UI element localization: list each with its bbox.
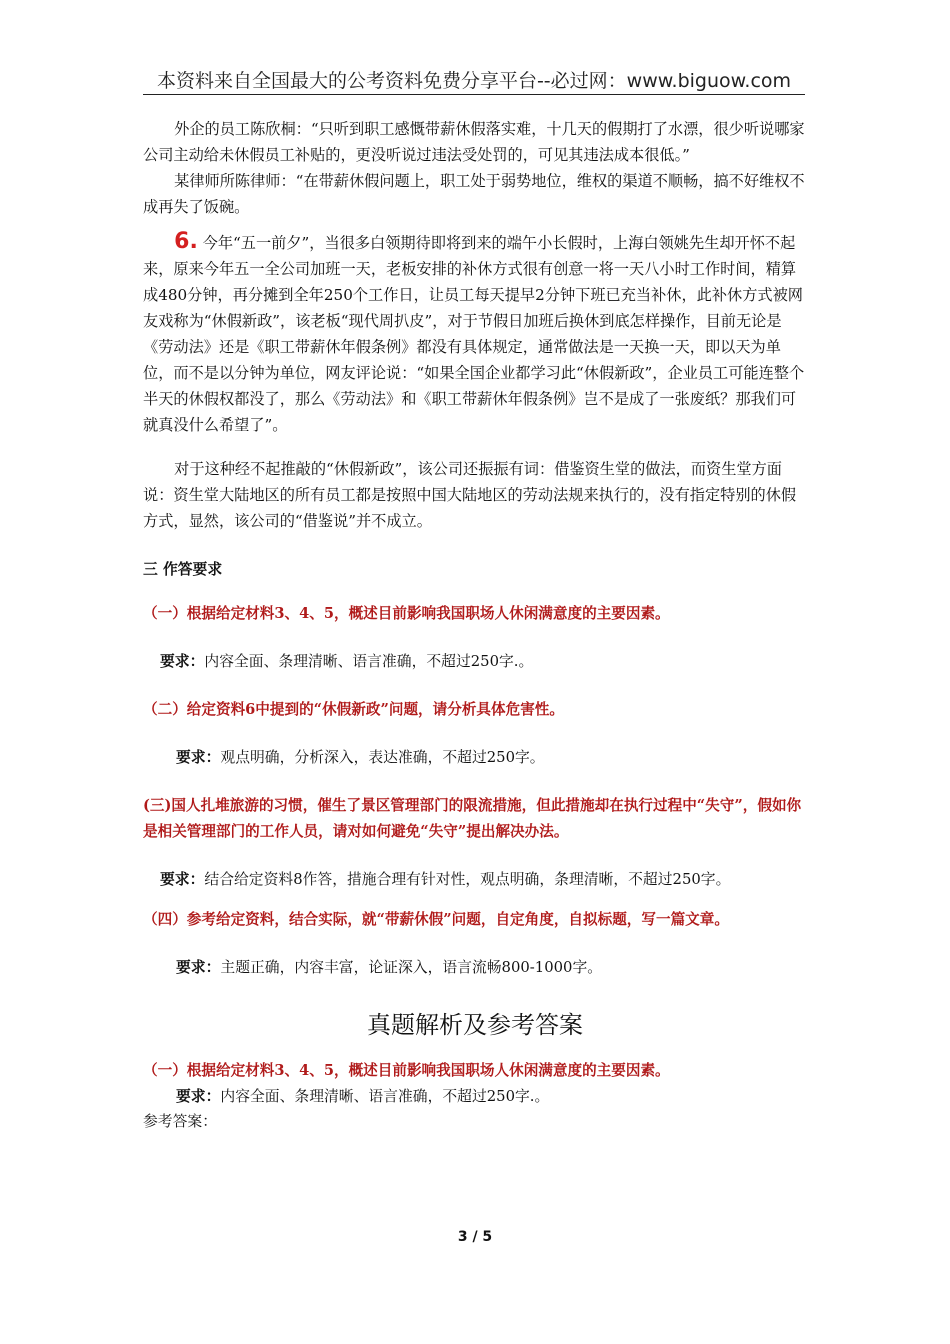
answer-requirement [143, 1084, 807, 1109]
section-heading: 三 作答要求 [143, 561, 223, 578]
req-text: 内容全面、条理清晰、语言准确，不超过250字.。 [220, 1088, 550, 1105]
req-label: 要求： [160, 871, 205, 888]
question-2: （二）给定资料6中提到的“休假新政”问题，请分析具体危害性。 [143, 701, 564, 718]
material-number: 6. [174, 229, 198, 254]
material-6-paragraph-2: 对于这种经不起推敲的“休假新政”，该公司还振振有词：借鉴资生堂的做法，而资生堂方面说：资生堂大陆地区的所有员工都是按照中国大陆地区的劳动法规来执行的，没有指定特别的休假方式，显然，该公司的“借鉴说”并不成立。 [143, 460, 797, 530]
answers-title: 真题解析及参考答案 [367, 1011, 583, 1039]
requirement-3 [143, 867, 807, 893]
page-number: 3 / 5 [457, 1229, 493, 1245]
requirement-2 [143, 745, 807, 771]
material-6-paragraph [143, 229, 807, 438]
question-4: （四）参考给定资料，结合实际，就“带薪休假”问题，自定角度，自拟标题，写一篇文章。 [143, 911, 729, 928]
quote-lawyer: 某律师所陈律师：“在带薪休假问题上，职工处于弱势地位，维权的渠道不顺畅，搞不好维权不成再失了饭碗。 [143, 172, 805, 216]
material-6-text: 今年“五一前夕”，当很多白领期待即将到来的端午小长假时，上海白领姚先生却开怀不起来，原来今年五一全公司加班一天，老板安排的补休方式很有创意一将一天八小时工作时间，精算成480分钟，再分摊到全年250个工作日，让员工每天提早2分钟下班已充当补休，此补休方式被网友戏称为“休假新政”，该老板“现代周扒皮”，对于节假日加班后换休到底怎样操作，目前无论是《劳动法》还是《职工带薪休年假条例》都没有具体规定，通常做法是一天换一天，即以天为单位，而不是以分钟为单位，网友评论说：“如果全国企业都学习此“休假新政”，企业员工可能连整个半天的休假权都没了，那么《劳动法》和《职工带薪休年假条例》岂不是成了一张废纸？那我们可就真没什么希望了”。 [143, 234, 805, 434]
quote-employee: 外企的员工陈欣桐：“只听到职工感慨带薪休假落实难，十几天的假期打了水漂，很少听说哪家公司主动给未休假员工补贴的，更没听说过违法受处罚的，可见其违法成本很低。” [143, 120, 805, 164]
req-label: 要求： [176, 959, 221, 976]
req-text: 内容全面、条理清晰、语言准确，不超过250字.。 [204, 653, 534, 670]
question-1: （一）根据给定材料3、4、5，概述目前影响我国职场人休闲满意度的主要因素。 [143, 605, 670, 622]
question-3: (三)国人扎堆旅游的习惯，催生了景区管理部门的限流措施，但此措施却在执行过程中“失守”，假如你是相关管理部门的工作人员，请对如何避免“失守”提出解决办法。 [143, 797, 802, 840]
document-body [143, 116, 807, 1134]
page-header: 本资料来自全国最大的公考资料免费分享平台--必过网：www.biguow.com [156, 70, 792, 92]
reference-answer-label: 参考答案： [143, 1113, 217, 1130]
req-label: 要求： [160, 653, 205, 670]
req-label: 要求： [176, 1088, 221, 1105]
req-label: 要求： [176, 749, 221, 766]
requirement-4 [143, 955, 807, 981]
req-text: 结合给定资料8作答，措施合理有针对性，观点明确，条理清晰，不超过250字。 [204, 871, 731, 888]
header-divider [143, 94, 805, 95]
req-text: 主题正确，内容丰富，论证深入，语言流畅800-1000字。 [220, 959, 603, 976]
req-text: 观点明确，分析深入，表达准确，不超过250字。 [220, 749, 545, 766]
requirement-1 [143, 649, 807, 675]
answer-question-1: （一）根据给定材料3、4、5，概述目前影响我国职场人休闲满意度的主要因素。 [143, 1062, 670, 1079]
